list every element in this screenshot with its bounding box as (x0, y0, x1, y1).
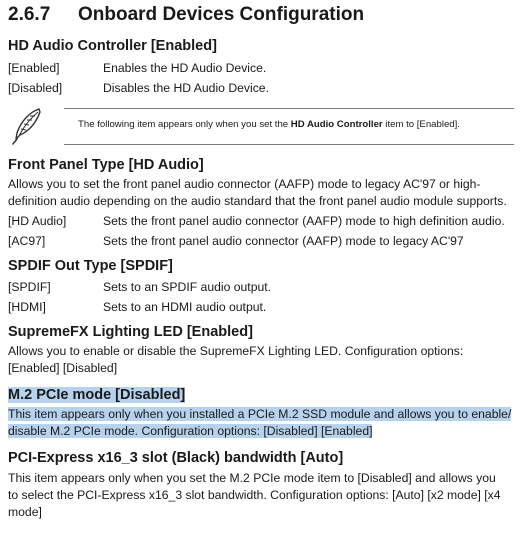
option-row (8, 277, 514, 297)
option-row (8, 78, 514, 98)
note-suffix: item to [Enabled]. (382, 119, 460, 130)
option-row (8, 297, 514, 317)
desc-line: This item appears only when you set the M.2 PCIe mode item to [Disabled] and allows you (8, 471, 496, 485)
pcie-desc (8, 470, 514, 521)
feather-pen-icon (8, 106, 48, 146)
pcie-heading: PCI-Express x16_3 slot (Black) bandwidth [Auto] (8, 450, 344, 466)
front-panel-heading: Front Panel Type [HD Audio] (8, 157, 204, 173)
section-title (8, 2, 514, 32)
option-desc: Enables the HD Audio Device. (103, 61, 267, 75)
desc-line: Allows you to set the front panel audio connector (AAFP) mode to legacy AC'97 or high- (8, 177, 481, 191)
supremefx-desc (8, 343, 514, 377)
manual-page (8, 2, 514, 521)
option-row (8, 211, 514, 231)
front-panel-block (8, 155, 514, 251)
option-desc: Sets the front panel audio connector (AAFP) mode to high definition audio. (103, 214, 505, 228)
option-key: [Enabled] (8, 61, 60, 75)
option-row (8, 58, 514, 78)
option-key: [AC97] (8, 234, 46, 248)
note-box (8, 104, 514, 150)
option-key: [Disabled] (8, 81, 63, 95)
note-bold: HD Audio Controller (290, 119, 383, 130)
supremefx-block (8, 322, 514, 377)
note-text (78, 119, 460, 130)
option-key: [SPDIF] (8, 280, 51, 294)
supremefx-heading: SupremeFX Lighting LED [Enabled] (8, 324, 253, 340)
option-key: [HDMI] (8, 300, 46, 314)
note-prefix: The following item appears only when you set the (78, 119, 291, 130)
m2-heading-text: M.2 PCIe mode [Disabled] (8, 387, 186, 403)
desc-line: to select the PCI-Express x16_3 slot bandwidth. Configuration options: [Auto] [x2 mode] [x4 (8, 488, 501, 502)
note-bottom-rule (64, 144, 514, 145)
option-desc: Disables the HD Audio Device. (103, 81, 269, 95)
hd-audio-block (8, 36, 514, 98)
note-top-rule (64, 108, 514, 109)
m2-desc (8, 406, 514, 440)
front-panel-desc (8, 176, 514, 210)
option-row (8, 231, 514, 251)
option-key: [HD Audio] (8, 214, 67, 228)
m2-block (8, 385, 514, 440)
hd-audio-heading: HD Audio Controller [Enabled] (8, 38, 217, 54)
m2-heading (8, 385, 514, 405)
desc-line: mode] (8, 505, 42, 519)
desc-line: definition audio depending on the audio standard that the front panel audio module supports. (8, 194, 507, 208)
desc-line: Allows you to enable or disable the SupremeFX Lighting LED. Configuration options: (8, 344, 464, 358)
pcie-block (8, 448, 514, 521)
option-desc: Sets to an SPDIF audio output. (103, 280, 272, 294)
option-desc: Sets the front panel audio connector (AAFP) mode to legacy AC'97 (103, 234, 464, 248)
option-desc: Sets to an HDMI audio output. (103, 300, 267, 314)
spdif-block (8, 256, 514, 317)
desc-line: This item appears only when you installed a PCIe M.2 SSD module and allows you to enable/ (8, 407, 512, 421)
section-name: Onboard Devices Configuration (78, 4, 365, 25)
desc-line: [Enabled] [Disabled] (8, 361, 118, 375)
section-number: 2.6.7 (8, 4, 51, 25)
spdif-heading: SPDIF Out Type [SPDIF] (8, 258, 173, 274)
desc-line: disable M.2 PCIe mode. Configuration options: [Disabled] [Enabled] (8, 424, 373, 438)
